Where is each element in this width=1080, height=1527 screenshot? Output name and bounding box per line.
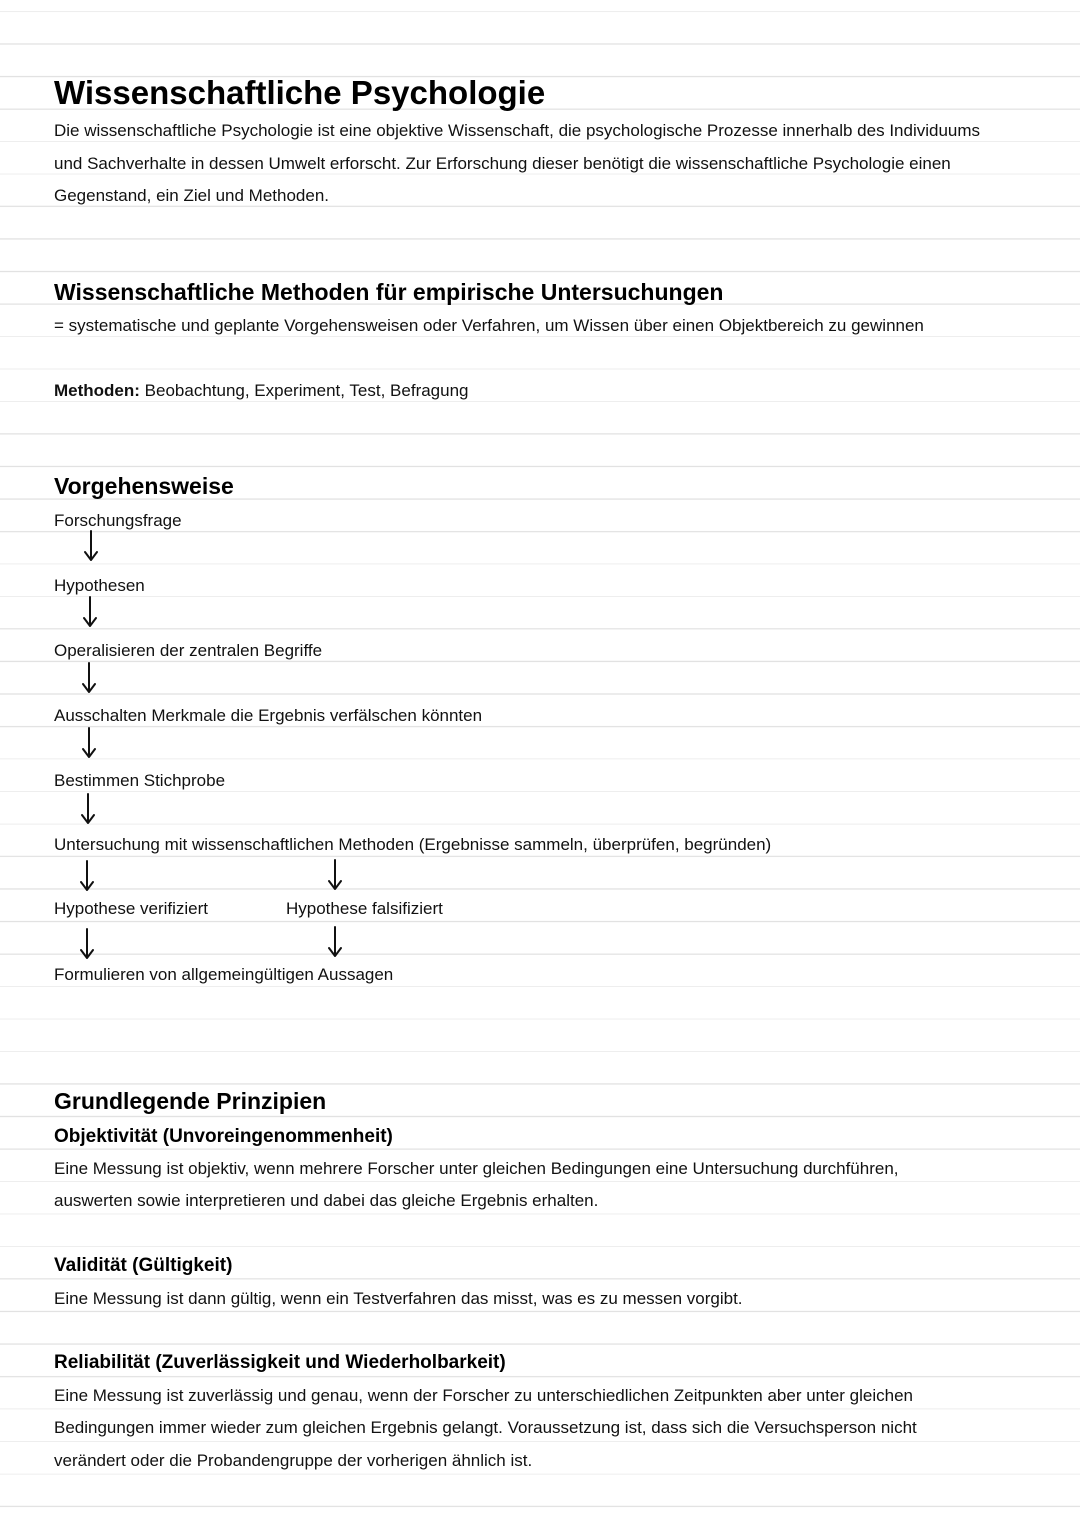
branch-falsified: Hypothese falsifiziert (286, 899, 443, 918)
validity-text: Eine Messung ist dann gültig, wenn ein Testverfahren das misst, was es zu messen vorgibt. (54, 1289, 743, 1308)
methods-list: Beobachtung, Experiment, Test, Befragung (139, 381, 469, 400)
procedure-heading: Vorgehensweise (54, 473, 234, 499)
arrow-down-icon (328, 926, 342, 958)
principles-heading: Grundlegende Prinzipien (54, 1088, 327, 1114)
arrow-down-icon (82, 727, 96, 759)
procedure-conclusion: Formulieren von allgemeingültigen Aussagen (54, 965, 394, 984)
arrow-down-icon (80, 928, 94, 960)
arrow-down-icon (84, 530, 98, 562)
procedure-step: Forschungsfrage (54, 511, 182, 530)
reliability-text: Bedingungen immer wieder zum gleichen Ergebnis gelangt. Voraussetzung ist, dass sich die Versuchsperson nicht (54, 1418, 917, 1437)
procedure-step: Untersuchung mit wissenschaftlichen Methoden (Ergebnisse sammeln, überprüfen, begründen) (54, 835, 772, 854)
arrow-down-icon (80, 860, 94, 892)
reliability-text: Eine Messung ist zuverlässig und genau, wenn der Forscher zu unterschiedlichen Zeitpunkten aber unter gleichen (54, 1386, 913, 1405)
intro-line: und Sachverhalte in dessen Umwelt erforscht. Zur Erforschung dieser benötigt die wissenschaftliche Psychologie einen (54, 154, 951, 173)
validity-title: Validität (Gültigkeit) (54, 1255, 233, 1276)
arrow-down-icon (82, 662, 96, 694)
procedure-step: Bestimmen Stichprobe (54, 771, 226, 790)
methods-heading: Wissenschaftliche Methoden für empirische Untersuchungen (54, 279, 724, 305)
objectivity-text: auswerten sowie interpretieren und dabei das gleiche Ergebnis erhalten. (54, 1191, 599, 1210)
methods-line (54, 381, 469, 401)
arrow-down-icon (81, 793, 95, 825)
methods-definition: = systematische und geplante Vorgehensweisen oder Verfahren, um Wissen über einen Objektbereich zu gewinnen (54, 316, 924, 335)
page-title: Wissenschaftliche Psychologie (54, 74, 546, 111)
reliability-title: Reliabilität (Zuverlässigkeit und Wiederholbarkeit) (54, 1352, 506, 1373)
objectivity-text: Eine Messung ist objektiv, wenn mehrere Forscher unter gleichen Bedingungen eine Untersuchung durchführen, (54, 1159, 899, 1178)
procedure-step: Hypothesen (54, 576, 145, 595)
arrow-down-icon (328, 859, 342, 891)
reliability-text: verändert oder die Probandengruppe der vorherigen ähnlich ist. (54, 1451, 533, 1470)
procedure-step: Ausschalten Merkmale die Ergebnis verfälschen könnten (54, 706, 483, 725)
arrow-down-icon (83, 596, 97, 628)
branch-verified: Hypothese verifiziert (54, 899, 209, 918)
methods-label: Methoden: (54, 381, 140, 400)
procedure-step: Operalisieren der zentralen Begriffe (54, 641, 323, 660)
objectivity-title: Objektivität (Unvoreingenommenheit) (54, 1126, 393, 1147)
intro-line: Die wissenschaftliche Psychologie ist eine objektive Wissenschaft, die psychologische Prozesse innerhalb des Individuums (54, 121, 981, 140)
intro-line: Gegenstand, ein Ziel und Methoden. (54, 186, 330, 205)
